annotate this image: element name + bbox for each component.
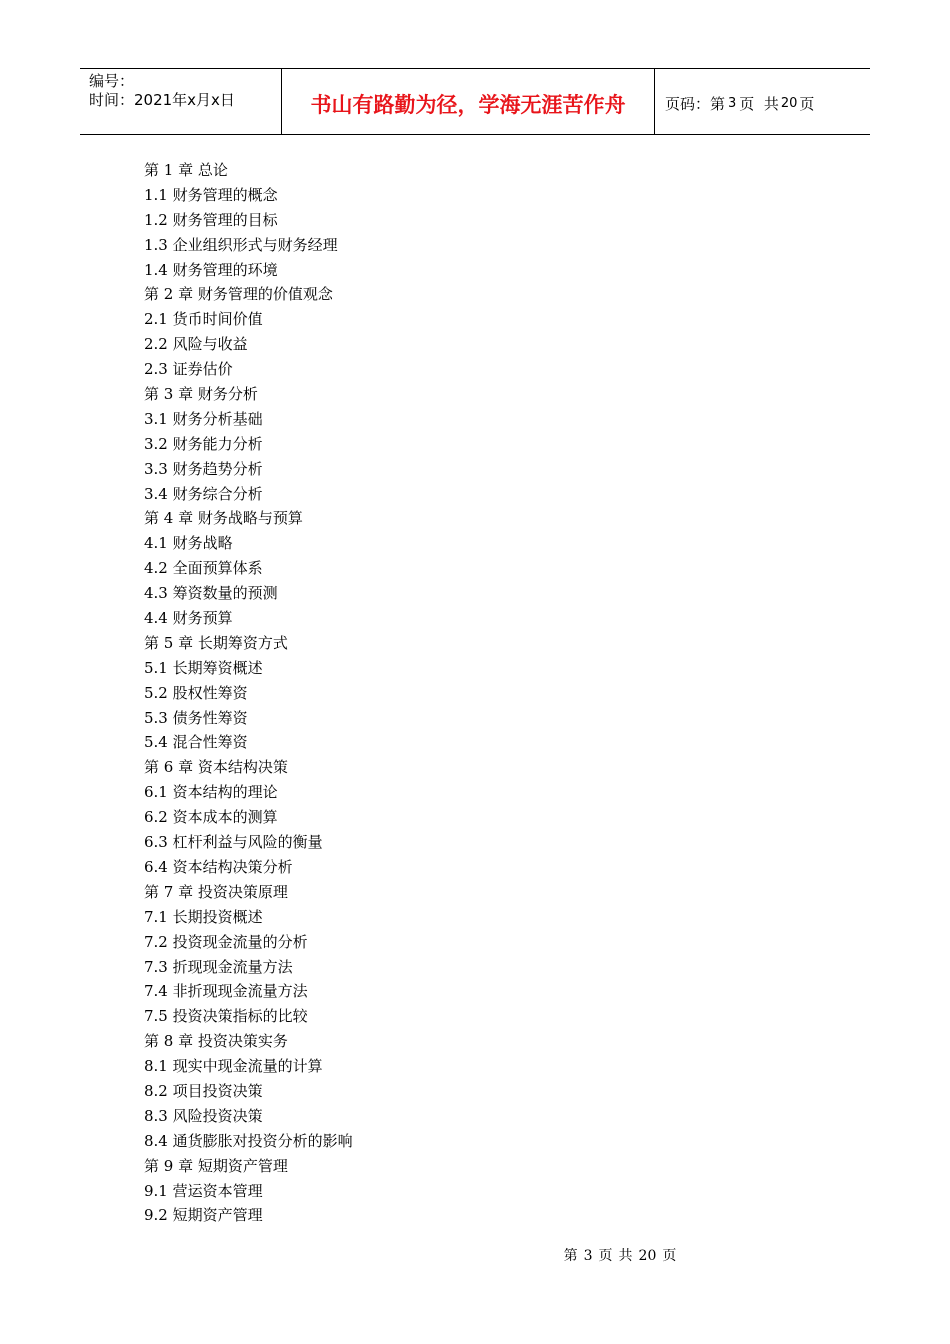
toc-entry: 2.1 货币时间价值	[144, 310, 263, 329]
toc-entry: 3.1 财务分析基础	[144, 409, 263, 428]
toc-entry: 4.1 财务战略	[144, 534, 233, 553]
toc-entry: 9.2 短期资产管理	[144, 1206, 263, 1225]
footer-current-page: 3	[583, 1248, 593, 1264]
toc-entry: 4.3 筹资数量的预测	[144, 584, 278, 603]
document-time-label: 时间：2021年x月x日	[89, 91, 235, 109]
footer-mid2: 共	[618, 1248, 633, 1264]
page-footer	[0, 1245, 950, 1265]
page-header	[80, 68, 870, 135]
toc-entry: 8.1 现实中现金流量的计算	[144, 1057, 323, 1076]
toc-entry: 6.2 资本成本的测算	[144, 808, 278, 827]
header-motto: 书山有路勤为径，学海无涯苦作舟	[310, 92, 626, 117]
toc-entry: 7.4 非折现现金流量方法	[144, 982, 308, 1001]
toc-entry: 7.2 投资现金流量的分析	[144, 932, 308, 951]
toc-entry: 第 6 章 资本结构决策	[144, 758, 288, 777]
toc-entry: 6.1 资本结构的理论	[144, 783, 278, 802]
table-of-contents	[144, 158, 353, 1228]
toc-entry: 5.3 债务性筹资	[144, 708, 248, 727]
toc-entry: 第 8 章 投资决策实务	[144, 1032, 288, 1051]
footer-suffix: 页	[662, 1248, 677, 1264]
toc-entry: 第 7 章 投资决策原理	[144, 882, 288, 901]
toc-entry: 7.5 投资决策指标的比较	[144, 1007, 308, 1026]
header-page-current: 3	[728, 96, 737, 111]
toc-entry: 4.4 财务预算	[144, 609, 233, 628]
header-page-prefix: 页码：第	[665, 95, 726, 113]
toc-entry: 第 5 章 长期筹资方式	[144, 633, 288, 652]
toc-entry: 2.2 风险与收益	[144, 335, 248, 354]
header-page-mid: 页 共	[739, 95, 779, 113]
toc-entry: 2.3 证券估价	[144, 360, 233, 379]
header-page-total: 20	[780, 96, 798, 111]
toc-entry: 第 9 章 短期资产管理	[144, 1156, 288, 1175]
toc-entry: 8.3 风险投资决策	[144, 1106, 263, 1125]
toc-entry: 1.3 企业组织形式与财务经理	[144, 235, 338, 254]
toc-entry: 1.4 财务管理的环境	[144, 260, 278, 279]
toc-entry: 8.2 项目投资决策	[144, 1081, 263, 1100]
header-page-suffix: 页	[799, 95, 815, 113]
toc-entry: 7.3 折现现金流量方法	[144, 957, 293, 976]
toc-entry: 第 1 章 总论	[144, 161, 228, 179]
toc-entry: 6.4 资本结构决策分析	[144, 857, 293, 876]
header-motto-cell	[282, 69, 655, 134]
toc-entry: 6.3 杠杆利益与风险的衡量	[144, 833, 323, 852]
header-page-info	[655, 69, 870, 134]
document-number-label: 编号：	[89, 72, 135, 90]
footer-mid1: 页	[598, 1248, 613, 1264]
footer-prefix: 第	[563, 1248, 578, 1264]
toc-entry: 9.1 营运资本管理	[144, 1181, 263, 1200]
toc-entry: 第 4 章 财务战略与预算	[144, 509, 303, 528]
toc-entry: 5.1 长期筹资概述	[144, 658, 263, 677]
toc-entry: 1.2 财务管理的目标	[144, 210, 278, 229]
toc-entry: 3.3 财务趋势分析	[144, 459, 263, 478]
toc-entry: 3.2 财务能力分析	[144, 434, 263, 453]
toc-entry: 3.4 财务综合分析	[144, 484, 263, 503]
header-meta	[80, 69, 282, 134]
toc-entry: 1.1 财务管理的概念	[144, 185, 278, 204]
toc-entry: 4.2 全面预算体系	[144, 559, 263, 578]
footer-total-pages: 20	[638, 1248, 657, 1264]
toc-entry: 5.4 混合性筹资	[144, 733, 248, 752]
toc-entry: 第 2 章 财务管理的价值观念	[144, 285, 333, 304]
toc-entry: 7.1 长期投资概述	[144, 907, 263, 926]
toc-entry: 8.4 通货膨胀对投资分析的影响	[144, 1131, 353, 1150]
toc-entry: 第 3 章 财务分析	[144, 385, 258, 404]
toc-entry: 5.2 股权性筹资	[144, 683, 248, 702]
